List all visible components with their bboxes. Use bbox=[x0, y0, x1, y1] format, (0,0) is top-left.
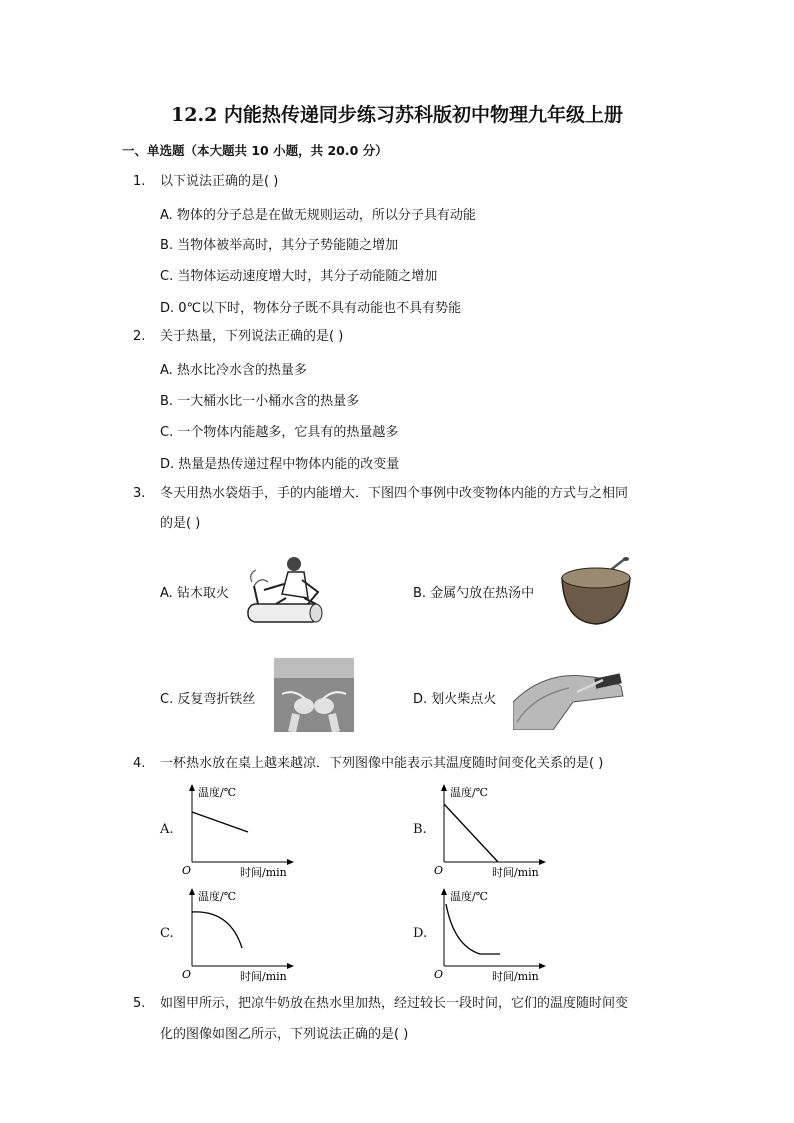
question-text: 一杯热水放在桌上越来越凉．下列图像中能表示其温度随时间变化关系的是( ) bbox=[160, 756, 604, 771]
bending-wire-image bbox=[274, 658, 354, 732]
option-d: D. bbox=[413, 926, 428, 941]
option-b: B. 一大桶水比一小桶水含的热量多 bbox=[160, 394, 360, 409]
spoon-in-hot-soup-image bbox=[560, 556, 632, 628]
question-number: 4. bbox=[133, 756, 146, 771]
option-b: B. 金属勺放在热汤中 bbox=[413, 586, 535, 601]
graph-d bbox=[430, 886, 560, 982]
curve bbox=[192, 912, 242, 948]
striking-match-image bbox=[513, 662, 625, 730]
question-number: 1. bbox=[133, 174, 146, 189]
question-text: 冬天用热水袋焐手，手的内能增大．下图四个事例中改变物体内能的方式与之相同 bbox=[160, 486, 629, 501]
drilling-wood-fire-image bbox=[246, 552, 331, 630]
option-c: C. bbox=[160, 926, 174, 941]
x-axis-label: 时间/min bbox=[492, 970, 539, 982]
option-a: A. 物体的分子总是在做无规则运动，所以分子具有动能 bbox=[160, 208, 476, 223]
graph-a bbox=[178, 782, 308, 878]
option-a: A. 热水比冷水含的热量多 bbox=[160, 363, 307, 378]
x-axis-label: 时间/min bbox=[240, 970, 287, 982]
question-text: 以下说法正确的是( ) bbox=[160, 174, 279, 189]
origin-label: O bbox=[434, 968, 444, 981]
question-text: 如图甲所示，把凉牛奶放在热水里加热，经过较长一段时间，它们的温度随时间变 bbox=[160, 996, 629, 1011]
graph-c bbox=[178, 886, 308, 982]
option-a: A. 钻木取火 bbox=[160, 586, 229, 601]
curve bbox=[192, 812, 248, 832]
option-d: D. 热量是热传递过程中物体内能的改变量 bbox=[160, 457, 400, 472]
question-text: 关于热量，下列说法正确的是( ) bbox=[160, 329, 344, 344]
option-d: D. 划火柴点火 bbox=[413, 692, 497, 707]
question-text: 化的图像如图乙所示，下列说法正确的是( ) bbox=[160, 1027, 409, 1042]
origin-label: O bbox=[182, 968, 192, 981]
y-axis-label: 温度/℃ bbox=[450, 890, 489, 903]
curve bbox=[444, 804, 498, 862]
option-b: B. bbox=[413, 822, 427, 837]
origin-label: O bbox=[434, 864, 444, 877]
option-c: C. 反复弯折铁丝 bbox=[160, 692, 256, 707]
x-axis-label: 时间/min bbox=[240, 866, 287, 878]
curve bbox=[446, 904, 500, 954]
section-heading: 一、单选题（本大题共 10 小题，共 20.0 分） bbox=[122, 143, 388, 158]
question-text: 的是( ) bbox=[160, 516, 201, 531]
question-number: 5. bbox=[133, 996, 146, 1011]
x-axis-label: 时间/min bbox=[492, 866, 539, 878]
y-axis-label: 温度/℃ bbox=[450, 786, 489, 799]
question-number: 3. bbox=[133, 486, 146, 501]
graph-b bbox=[430, 782, 560, 878]
option-b: B. 当物体被举高时，其分子势能随之增加 bbox=[160, 238, 399, 253]
y-axis-label: 温度/℃ bbox=[198, 786, 237, 799]
question-number: 2. bbox=[133, 329, 146, 344]
y-axis-label: 温度/℃ bbox=[198, 890, 237, 903]
option-d: D. 0℃以下时，物体分子既不具有动能也不具有势能 bbox=[160, 301, 462, 316]
option-c: C. 当物体运动速度增大时，其分子动能随之增加 bbox=[160, 269, 438, 284]
origin-label: O bbox=[182, 864, 192, 877]
option-c: C. 一个物体内能越多，它具有的热量越多 bbox=[160, 425, 399, 440]
option-a: A. bbox=[160, 822, 174, 837]
page-title: 12.2 内能热传递同步练习苏科版初中物理九年级上册 bbox=[171, 104, 623, 126]
